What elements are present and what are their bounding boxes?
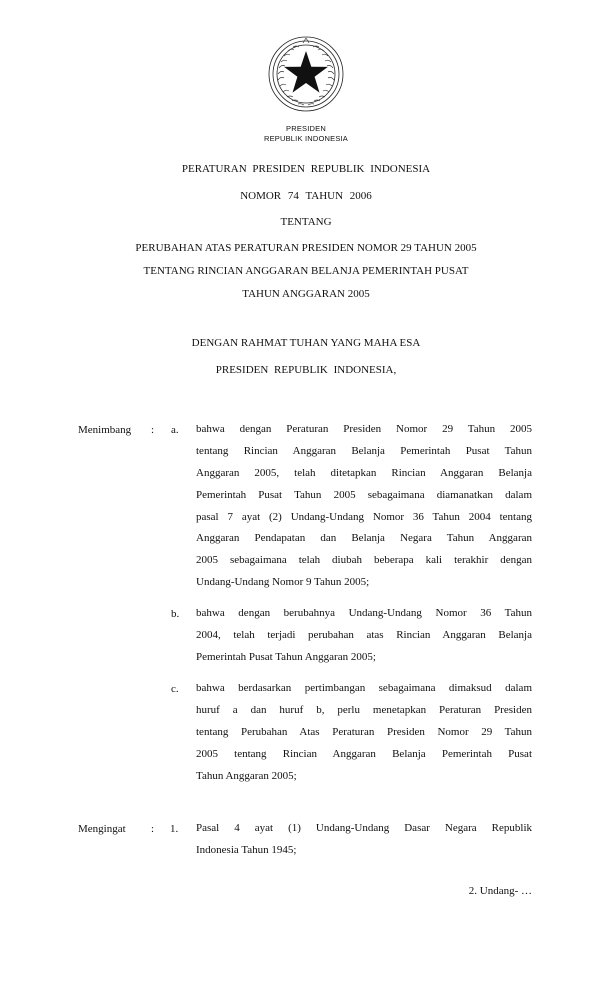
emblem-caption-presiden: PRESIDEN — [286, 124, 326, 133]
invocation-line: DENGAN RAHMAT TUHAN YANG MAHA ESA — [191, 337, 421, 349]
subject-line-1: PERUBAHAN ATAS PERATURAN PRESIDEN NOMOR 29 TAHUN 2005 — [135, 242, 477, 254]
mengingat-colon: : — [151, 823, 155, 835]
continuation-marker: 2. Undang- … — [468, 885, 532, 897]
text-line: 2005 sebagaimana telah diubah beberapa kali terakhir dengan — [196, 554, 532, 567]
garuda-emblem-icon — [266, 34, 346, 114]
text-line: bahwa dengan Peraturan Presiden Nomor 29 Tahun 2005 — [196, 423, 532, 435]
document-title: PERATURAN PRESIDEN REPUBLIK INDONESIA — [181, 163, 431, 175]
mengingat-label: Mengingat — [78, 823, 126, 835]
subject-line-3: TAHUN ANGGARAN 2005 — [242, 288, 370, 300]
text-line: Indonesia Tahun 1945; — [196, 843, 297, 856]
text-line: tentang Rincian Anggaran Belanja Pemerintah Pusat Tahun — [196, 444, 532, 457]
tentang-heading: TENTANG — [280, 216, 332, 228]
menimbang-label: Menimbang — [78, 424, 132, 436]
text-line: Undang-Undang Nomor 9 Tahun 2005; — [196, 576, 370, 589]
text-line: 2005 tentang Rincian Anggaran Belanja Pemerintah Pusat — [196, 747, 532, 760]
text-line: Tahun Anggaran 2005; — [196, 769, 297, 782]
text-line: huruf a dan huruf b, perlu menetapkan Peraturan Presiden — [196, 703, 532, 716]
menimbang-item-b — [196, 603, 532, 669]
text-line: 2004, telah terjadi perubahan atas Rincian Anggaran Belanja — [196, 628, 532, 641]
document-number: NOMOR 74 TAHUN 2006 — [240, 190, 372, 202]
menimbang-marker-a: a. — [171, 424, 179, 436]
text-line: bahwa dengan berubahnya Undang-Undang Nomor 36 Tahun — [196, 607, 532, 619]
subject-line-2: TENTANG RINCIAN ANGGARAN BELANJA PEMERINTAH PUSAT — [143, 265, 469, 277]
text-line: tentang Perubahan Atas Peraturan Presiden Nomor 29 Tahun — [196, 725, 532, 738]
issuer-line: PRESIDEN REPUBLIK INDONESIA, — [215, 364, 397, 376]
menimbang-marker-b: b. — [171, 608, 180, 620]
menimbang-item-a — [196, 419, 532, 594]
text-line: pasal 7 ayat (2) Undang-Undang Nomor 36 Tahun 2004 tentang — [196, 510, 532, 523]
mengingat-marker-1: 1. — [170, 823, 179, 835]
menimbang-item-c — [196, 678, 532, 787]
text-line: Anggaran 2005, telah ditetapkan Rincian Anggaran Belanja — [196, 466, 532, 479]
mengingat-item-1 — [196, 818, 532, 862]
text-line: bahwa berdasarkan pertimbangan sebagaimana dimaksud dalam — [196, 682, 532, 694]
text-line: Pemerintah Pusat Tahun Anggaran 2005; — [196, 650, 376, 663]
menimbang-marker-c: c. — [171, 683, 179, 695]
text-line: Pasal 4 ayat (1) Undang-Undang Dasar Negara Republik — [196, 822, 532, 834]
text-line: Anggaran Pendapatan dan Belanja Negara Tahun Anggaran — [196, 532, 532, 545]
text-line: Pemerintah Pusat Tahun 2005 sebagaimana diamanatkan dalam — [196, 488, 532, 501]
menimbang-colon: : — [151, 424, 155, 436]
emblem-caption-republik: REPUBLIK INDONESIA — [263, 134, 349, 143]
